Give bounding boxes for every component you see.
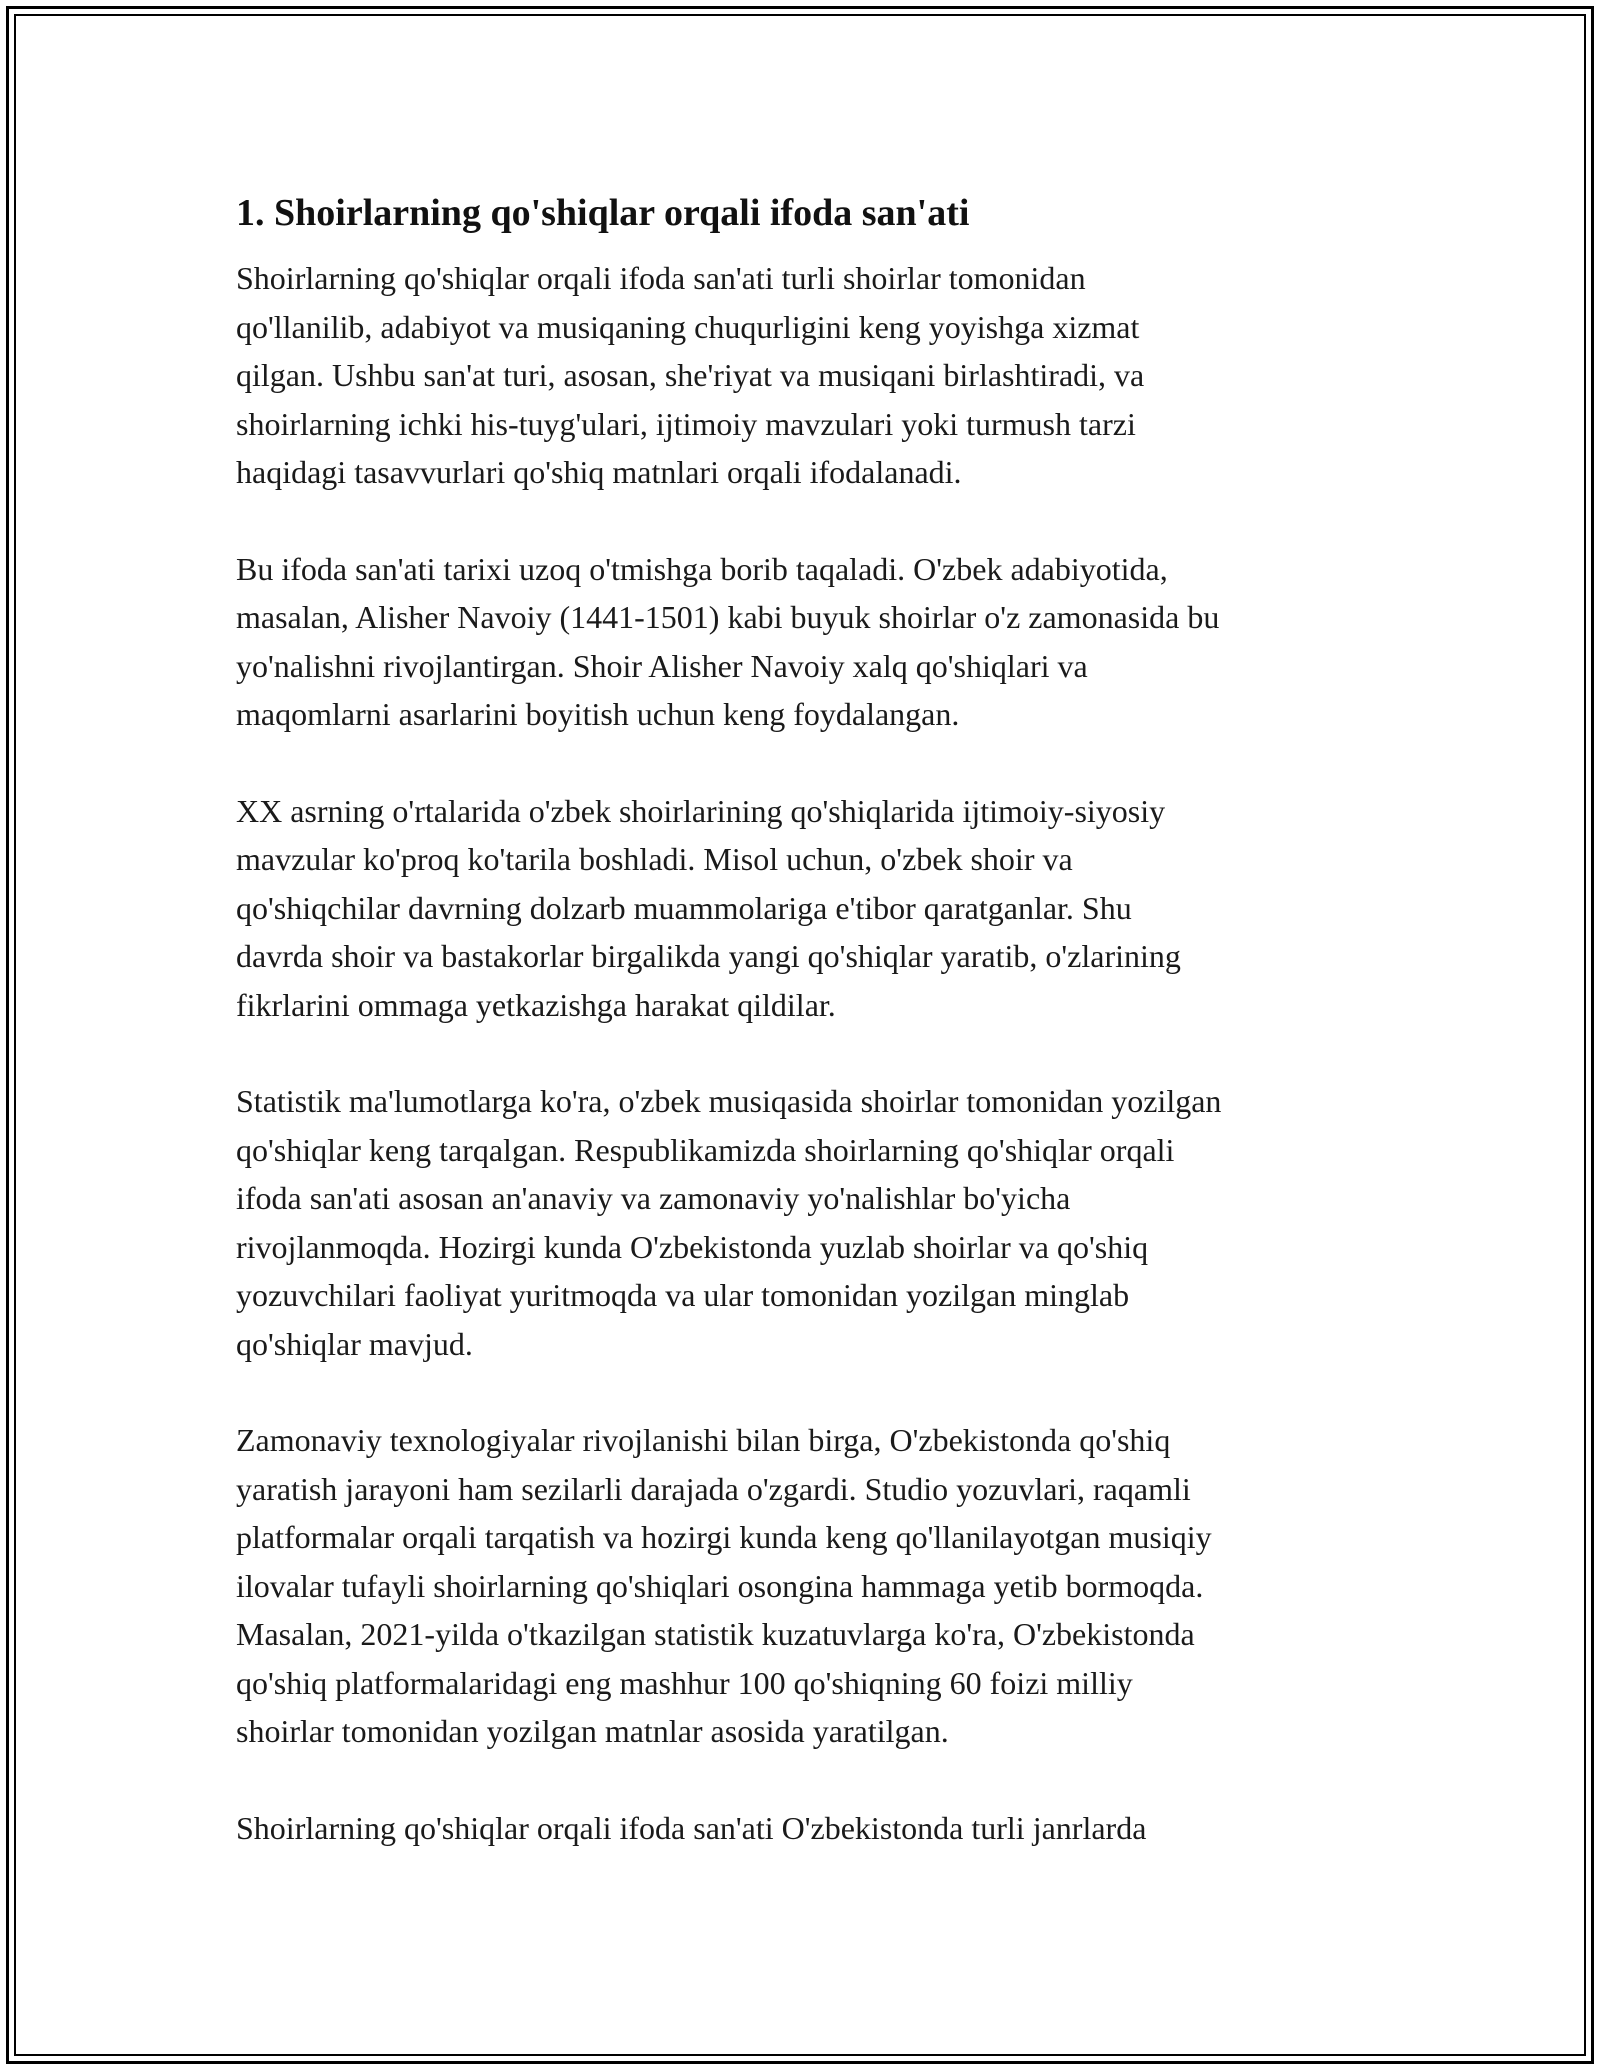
paragraph-technology: Zamonaviy texnologiyalar rivojlanishi bilan birga, O'zbekistonda qo'shiq yaratish jarayoni ham sezilarli darajada o'zgardi. Studio yozuvlari, raqamli platformalar orqali tarqatish va hozirgi kunda keng qo'llanilayotgan musiqiy ilovalar tufayli shoirlarning qo'shiqlari osongina hammaga yetib bormoqda. Masalan, 2021-yilda o'tkazilgan statistik kuzatuvlarga ko'ra, O'zbekistonda qo'shiq platformalaridagi eng mashhur 100 qo'shiqning 60 foizi milliy shoirlar tomonidan yozilgan matnlar asosida yaratilgan. (236, 1422, 1212, 1749)
paragraph-20th-century: XX asrning o'rtalarida o'zbek shoirlarining qo'shiqlarida ijtimoiy-siyosiy mavzular ko'proq ko'tarila boshladi. Misol uchun, o'zbek shoir va qo'shiqchilar davrning dolzarb muammolariga e'tibor qaratganlar. Shu davrda shoir va bastakorlar birgalikda yangi qo'shiqlar yaratib, o'zlarining fikrlarini ommaga yetkazishga harakat qildilar. (236, 792, 1181, 1023)
document-body (236, 186, 1386, 1900)
paragraph-intro: Shoirlarning qo'shiqlar orqali ifoda san'ati turli shoirlar tomonidan qo'llanilib, adabiyot va musiqaning chuqurligini keng yoyishga xizmat qilgan. Ushbu san'at turi, asosan, she'riyat va musiqani birlashtiradi, va shoirlarning ichki his-tuyg'ulari, ijtimoiy mavzulari yoki turmush tarzi haqidagi tasavvurlari qo'shiq matnlari orqali ifodalanadi. (236, 260, 1145, 490)
paragraph-genres: Shoirlarning qo'shiqlar orqali ifoda san'ati O'zbekistonda turli janrlarda (236, 1809, 1147, 1846)
paragraph-statistics: Statistik ma'lumotlarga ko'ra, o'zbek musiqasida shoirlar tomonidan yozilgan qo'shiqlar keng tarqalgan. Respublikamizda shoirlarning qo'shiqlar orqali ifoda san'ati asosan an'anaviy va zamonaviy yo'nalishlar bo'yicha rivojlanmoqda. Hozirgi kunda O'zbekistonda yuzlab shoirlar va qo'shiq yozuvchilari faoliyat yuritmoqda va ular tomonidan yozilgan minglab qo'shiqlar mavjud. (236, 1083, 1222, 1362)
paragraph-history: Bu ifoda san'ati tarixi uzoq o'tmishga borib taqaladi. O'zbek adabiyotida, masalan, Alisher Navoiy (1441-1501) kabi buyuk shoirlar o'z zamonasida bu yo'nalishni rivojlantirgan. Shoir Alisher Navoiy xalq qo'shiqlari va maqomlarni asarlarini boyitish uchun keng foydalangan. (236, 550, 1220, 732)
section-heading: 1. Shoirlarning qo'shiqlar orqali ifoda san'ati (236, 192, 970, 234)
